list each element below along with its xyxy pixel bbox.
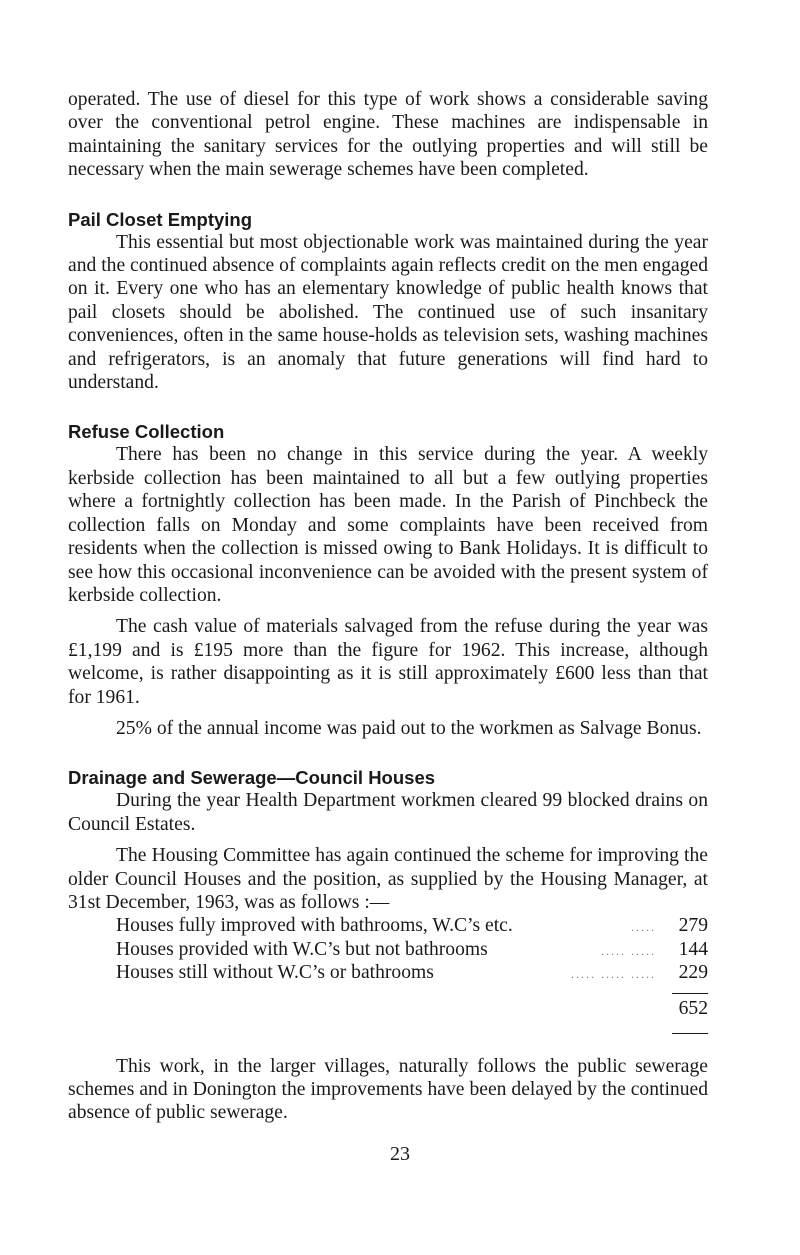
drainage-paragraph-1: During the year Health Department workmen cleared 99 blocked drains on Council Estates. <box>68 790 708 835</box>
housing-total-block <box>68 985 708 1041</box>
pail-closet-paragraph: This essential but most objectionable work was maintained during the year and the continued absence of complaints again reflects credit on the men engaged on it. Every one who has an elementary knowledge of public health knows that pail closets should be abolished. The continued use of such insanitary conveniences, often in the same house-holds as television sets, washing machines and refrigerators, is an anomaly that future generations will find hard to understand. <box>68 231 708 394</box>
intro-paragraph: operated. The use of diesel for this type of work shows a considerable saving over the conventional petrol engine. These machines are indispensable in maintaining the sanitary services for the outlying properties and will still be necessary when the main sewerage schemes have been completed. <box>68 89 708 181</box>
refuse-paragraph-3: 25% of the annual income was paid out to the workmen as Salvage Bonus. <box>116 717 702 739</box>
housing-row-label: Houses fully improved with bathrooms, W.C’s etc. <box>116 915 513 937</box>
housing-row-label: Houses provided with W.C’s but not bathrooms <box>116 938 488 960</box>
housing-row <box>68 938 708 961</box>
heading-drainage-sewerage: Drainage and Sewerage—Council Houses <box>68 767 436 789</box>
total-rule-top <box>672 993 708 994</box>
refuse-paragraph-1: There has been no change in this service during the year. A weekly kerbside collection has been maintained to all but a few outlying properties where a fortnightly collection has been made. In the Parish of Pinchbeck the collection falls on Monday and some complaints have been received from residents when the collection is missed owing to Bank Holidays. It is difficult to see how this occasional inconvenience can be avoided with the present system of kerbside collection. <box>68 444 708 606</box>
heading-pail-closet: Pail Closet Emptying <box>68 208 253 230</box>
dot-leader: ..... <box>631 920 656 935</box>
drainage-paragraph-2: The Housing Committee has again continued the scheme for improving the older Council Houses and the position, as supplied by the Housing Manager, at 31st December, 1963, was as follows :— <box>68 845 708 913</box>
heading-refuse-collection: Refuse Collection <box>68 421 225 443</box>
housing-row-label: Houses still without W.C’s or bathrooms <box>116 962 434 984</box>
housing-table <box>68 914 708 1040</box>
dot-leader: ..... ..... <box>601 943 656 958</box>
housing-row-value: 229 <box>678 962 708 984</box>
page-number: 23 <box>390 1143 410 1165</box>
housing-row <box>68 961 708 984</box>
housing-row-value: 279 <box>678 915 708 937</box>
total-rule-bottom <box>672 1033 708 1034</box>
page-body <box>68 88 708 1125</box>
refuse-paragraph-2: The cash value of materials salvaged from the refuse during the year was £1,199 and is £195 more than the figure for 1962. This increase, although welcome, is rather disappointing as it is still approximately £600 less than that for 1961. <box>68 616 708 708</box>
housing-row-value: 144 <box>678 938 708 960</box>
housing-row <box>68 914 708 937</box>
closing-paragraph: This work, in the larger villages, naturally follows the public sewerage schemes and in Donington the improvements have been delayed by the continued absence of public sewerage. <box>68 1055 708 1124</box>
dot-leader: ..... ..... ..... <box>571 967 656 982</box>
housing-total: 652 <box>678 997 708 1019</box>
